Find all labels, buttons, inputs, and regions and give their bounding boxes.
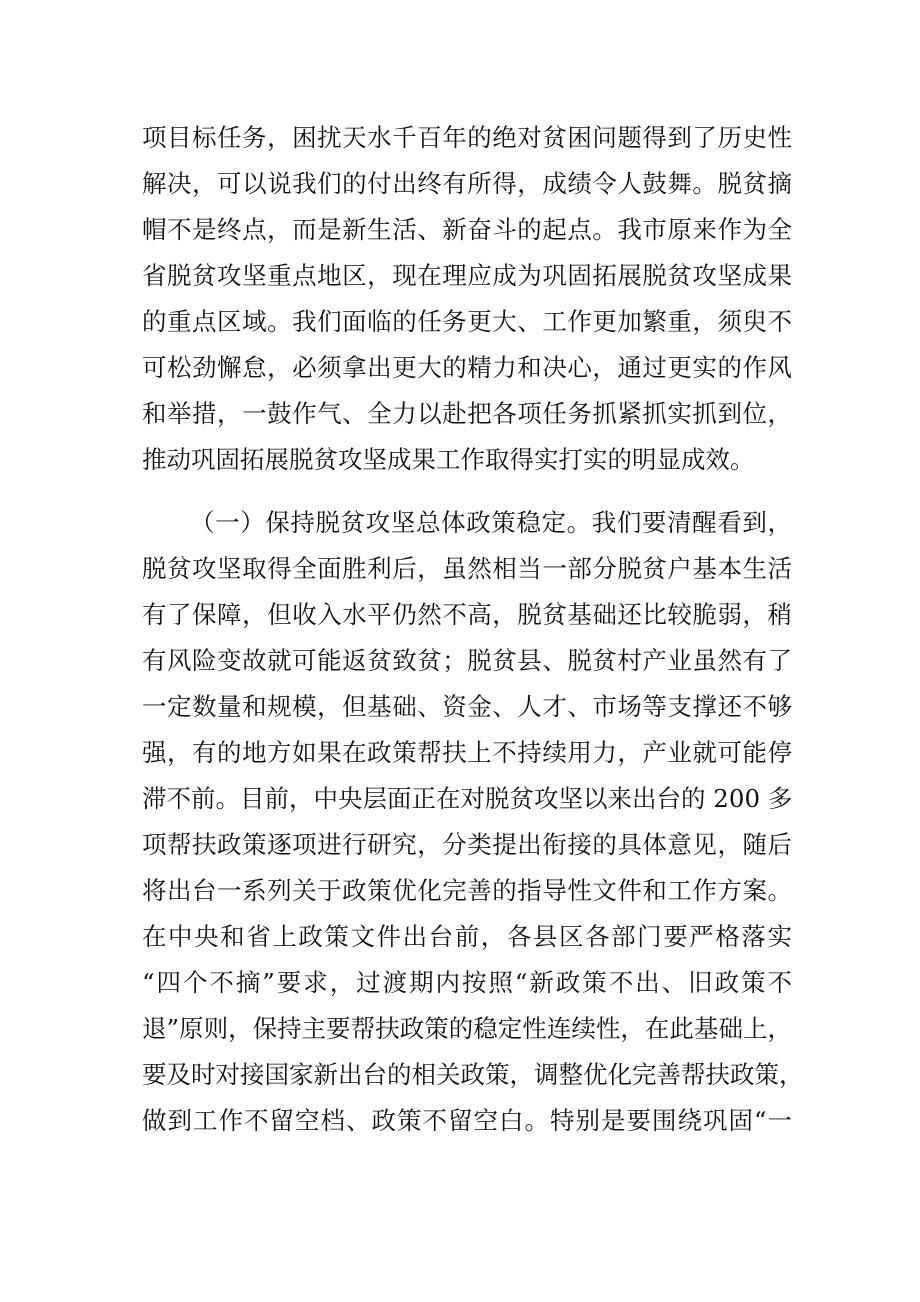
text-line: 推动巩固拓展脱贫攻坚成果工作取得实打实的明显成效。	[142, 445, 755, 474]
text-line: 解决，可以说我们的付出终有所得，成绩令人鼓舞。脱贫摘	[142, 169, 792, 198]
text-line: 的重点区域。我们面临的任务更大、工作更加繁重，须臾不	[142, 307, 792, 336]
text-line: 要及时对接国家新出台的相关政策，调整优化完善帮扶政策，	[142, 1060, 804, 1089]
text-line: 退”原则，保持主要帮扶政策的稳定性连续性，在此基础上，	[142, 1014, 792, 1043]
text-line: 可松劲懈怠，必须拿出更大的精力和决心，通过更实的作风	[142, 353, 792, 382]
text-line: 项帮扶政策逐项进行研究，分类提出衔接的具体意见，随后	[142, 830, 792, 859]
text-line: 有了保障，但收入水平仍然不高，脱贫基础还比较脆弱，稍	[142, 600, 792, 629]
text-line: 和举措，一鼓作气、全力以赴把各项任务抓紧抓实抓到位，	[142, 399, 792, 428]
text-line: 帽不是终点，而是新生活、新奋斗的起点。我市原来作为全	[142, 215, 792, 244]
text-line: “四个不摘”要求，过渡期内按照“新政策不出、旧政策不	[142, 968, 792, 997]
text-line: 滞不前。目前，中央层面正在对脱贫攻坚以来出台的 200 多	[142, 784, 793, 813]
text-line: 强，有的地方如果在政策帮扶上不持续用力，产业就可能停	[142, 738, 792, 767]
text-line: 一定数量和规模，但基础、资金、人才、市场等支撑还不够	[142, 692, 792, 721]
text-line: 做到工作不留空档、政策不留空白。特别是要围绕巩固“一	[142, 1106, 792, 1135]
text-line: 脱贫攻坚取得全面胜利后，虽然相当一部分脱贫户基本生活	[142, 554, 792, 583]
text-line: 在中央和省上政策文件出台前，各县区各部门要严格落实	[142, 922, 792, 951]
text-line: 省脱贫攻坚重点地区，现在理应成为巩固拓展脱贫攻坚成果	[142, 261, 792, 290]
text-line: 有风险变故就可能返贫致贫；脱贫县、脱贫村产业虽然有了	[142, 646, 792, 675]
text-line: 项目标任务，困扰天水千百年的绝对贫困问题得到了历史性	[142, 123, 792, 152]
section-heading-line: （一）保持脱贫攻坚总体政策稳定。我们要清醒看到，	[190, 508, 792, 537]
text-line: 将出台一系列关于政策优化完善的指导性文件和工作方案。	[142, 876, 792, 905]
